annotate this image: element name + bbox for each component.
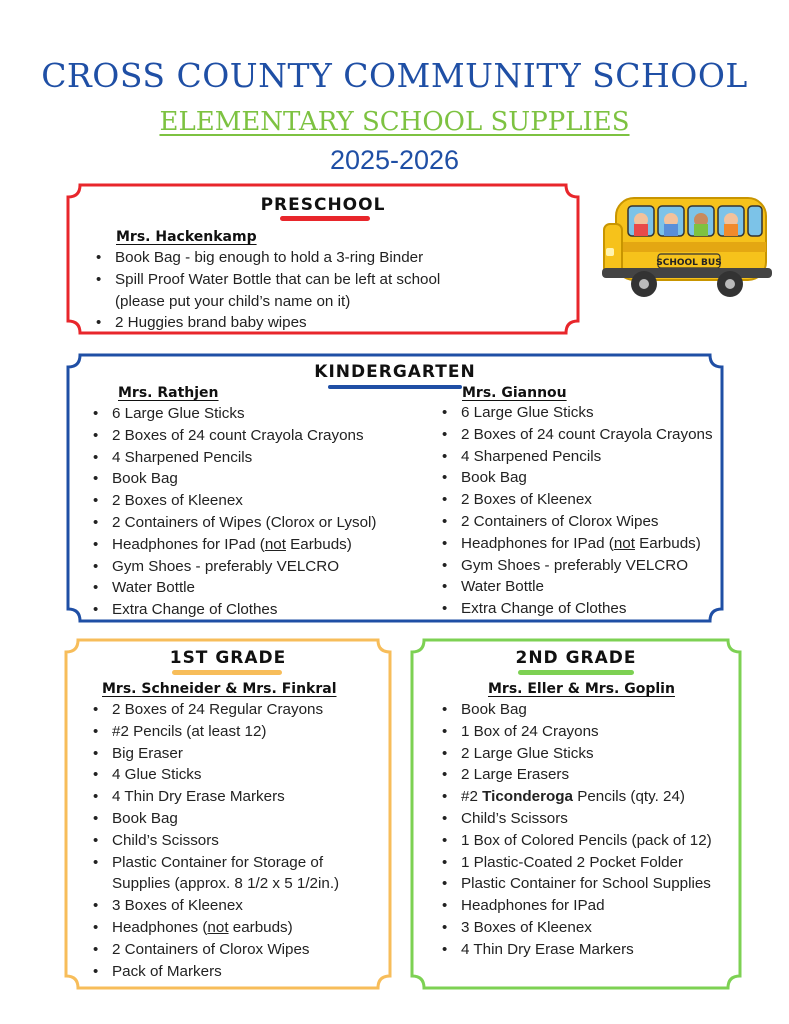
list-item: • Headphones (not earbuds) (88, 917, 339, 939)
list-item: • Big Eraser (88, 743, 339, 765)
preschool-teacher: Mrs. Hackenkamp (116, 229, 257, 245)
list-item: • Extra Change of Clothes (88, 599, 376, 621)
list-item: • 3 Boxes of Kleenex (437, 917, 712, 939)
first-grade-teacher: Mrs. Schneider & Mrs. Finkral (102, 681, 337, 697)
kindergarten-list-right (437, 402, 713, 620)
list-item: • Plastic Container for Storage of Supplies (approx. 8 1/2 x 5 1/2in.) (88, 852, 339, 896)
list-item: • Child’s Scissors (437, 808, 712, 830)
list-item: • 2 Huggies brand baby wipes (91, 312, 440, 334)
second-grade-title-underline (518, 670, 634, 675)
list-item: • 2 Boxes of Kleenex (88, 490, 376, 512)
second-grade-title: 2ND GRADE (515, 648, 637, 668)
list-item: • 2 Containers of Clorox Wipes (437, 511, 713, 533)
preschool-title-underline (280, 216, 370, 221)
first-grade-list (88, 699, 339, 982)
list-item: • 2 Boxes of 24 count Crayola Crayons (437, 424, 713, 446)
second-grade-list (437, 699, 712, 961)
list-item: • Headphones for IPad (not Earbuds) (88, 534, 376, 556)
kindergarten-section (66, 353, 724, 623)
list-item: • Water Bottle (88, 577, 376, 599)
first-grade-title: 1ST GRADE (169, 648, 287, 668)
list-item: • 6 Large Glue Sticks (437, 402, 713, 424)
preschool-list (91, 247, 440, 334)
kindergarten-teacher-left: Mrs. Rathjen (118, 385, 219, 401)
second-grade-section (410, 638, 742, 990)
list-item: • Pack of Markers (88, 961, 339, 983)
list-item: • 1 Plastic-Coated 2 Pocket Folder (437, 852, 712, 874)
list-item: • 1 Box of 24 Crayons (437, 721, 712, 743)
second-grade-teacher: Mrs. Eller & Mrs. Goplin (488, 681, 675, 697)
list-item: • Plastic Container for School Supplies (437, 873, 712, 895)
list-item: • Water Bottle (437, 576, 713, 598)
first-grade-section (64, 638, 392, 990)
list-item: • Book Bag - big enough to hold a 3-ring Binder (91, 247, 440, 269)
list-item: • 2 Containers of Wipes (Clorox or Lysol) (88, 512, 376, 534)
list-item: • Book Bag (88, 468, 376, 490)
list-item: • 2 Boxes of 24 Regular Crayons (88, 699, 339, 721)
list-item: • 6 Large Glue Sticks (88, 403, 376, 425)
list-item: • 2 Large Erasers (437, 764, 712, 786)
list-item: • Child’s Scissors (88, 830, 339, 852)
list-item: • Gym Shoes - preferably VELCRO (88, 556, 376, 578)
list-item: • 2 Boxes of 24 count Crayola Crayons (88, 425, 376, 447)
list-item: • 1 Box of Colored Pencils (pack of 12) (437, 830, 712, 852)
kindergarten-list-left (88, 403, 376, 621)
list-item: • Extra Change of Clothes (437, 598, 713, 620)
preschool-section (66, 183, 580, 335)
list-item: • 4 Thin Dry Erase Markers (437, 939, 712, 961)
list-item: • #2 Ticonderoga Pencils (qty. 24) (437, 786, 712, 808)
list-item: • 2 Large Glue Sticks (437, 743, 712, 765)
first-grade-title-underline (172, 670, 282, 675)
list-item: • Book Bag (437, 699, 712, 721)
list-item: • Gym Shoes - preferably VELCRO (437, 555, 713, 577)
preschool-title: PRESCHOOL (260, 195, 386, 215)
list-item: • 4 Sharpened Pencils (88, 447, 376, 469)
list-item: • 3 Boxes of Kleenex (88, 895, 339, 917)
page-title: CROSS COUNTY COMMUNITY SCHOOL (41, 56, 748, 95)
school-year: 2025-2026 (329, 145, 460, 175)
svg-text:SCHOOL BUS: SCHOOL BUS (656, 258, 722, 268)
school-bus-icon (598, 190, 780, 308)
list-item: • Book Bag (437, 467, 713, 489)
list-item: • 2 Boxes of Kleenex (437, 489, 713, 511)
list-item: • 2 Containers of Clorox Wipes (88, 939, 339, 961)
kindergarten-teacher-right: Mrs. Giannou (462, 385, 567, 401)
list-item: • 4 Thin Dry Erase Markers (88, 786, 339, 808)
page-subtitle: ELEMENTARY SCHOOL SUPPLIES (159, 107, 630, 137)
list-item: • Spill Proof Water Bottle that can be left at school (please put your child’s name on it) (91, 269, 440, 313)
list-item: • Book Bag (88, 808, 339, 830)
list-item: • #2 Pencils (at least 12) (88, 721, 339, 743)
list-item: • Headphones for IPad (not Earbuds) (437, 533, 713, 555)
kindergarten-title: KINDERGARTEN (314, 362, 476, 382)
list-item: • 4 Sharpened Pencils (437, 446, 713, 468)
list-item: • 4 Glue Sticks (88, 764, 339, 786)
kindergarten-title-underline (328, 385, 462, 389)
list-item: • Headphones for IPad (437, 895, 712, 917)
